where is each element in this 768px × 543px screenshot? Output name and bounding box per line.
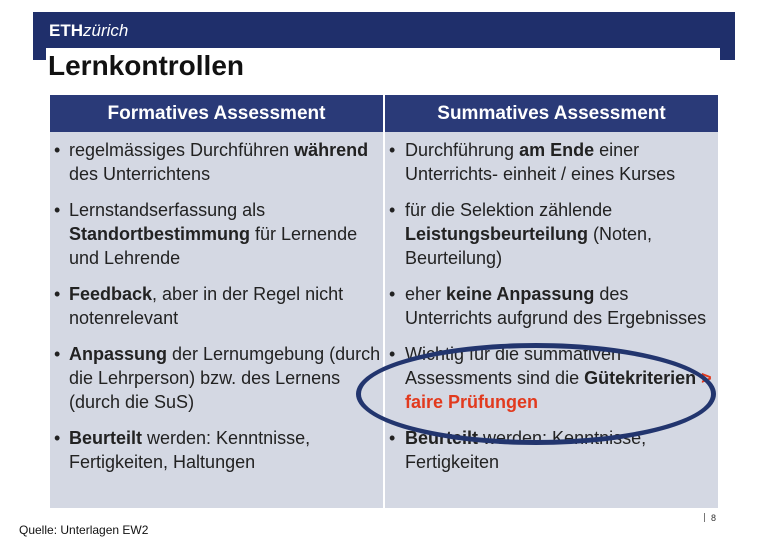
page-number-divider	[704, 513, 705, 522]
bullet-item	[50, 198, 383, 270]
summative-heading: Summatives Assessment	[384, 95, 718, 132]
bullet-text: Standortbestimmung	[69, 224, 251, 244]
bullet-text: eher	[405, 284, 447, 304]
bullet-item	[50, 138, 383, 186]
bullet-item	[385, 342, 718, 414]
bullet-text: für die Selektion zählende	[405, 200, 613, 220]
slide-title: Lernkontrollen	[48, 50, 245, 81]
bullet-text: für Lernende und Lehrende	[69, 224, 358, 268]
bullet-item	[385, 426, 718, 474]
bullet-text: > faire Prüfungen	[405, 368, 712, 412]
bullet-text: keine Anpassung	[446, 284, 595, 304]
source-note: Quelle: Unterlagen EW2	[19, 523, 149, 537]
bullet-text: Leistungsbeurteilung	[405, 224, 589, 244]
bullet-text: regelmässiges Durchführen	[69, 140, 295, 160]
bullet-text: der Lernumgebung (durch die Lehrperson) bzw. des Lernens (durch die SuS)	[69, 344, 381, 412]
bullet-text: des Unterrichtens	[69, 164, 211, 184]
bullet-text: Beurteilt	[405, 428, 479, 448]
bullet-text: einer Unterrichts- einheit / eines Kurses	[405, 140, 676, 184]
bullet-text: Beurteilt	[69, 428, 143, 448]
summative-column	[384, 132, 718, 508]
eth-zurich-logo: ETHzürich	[49, 21, 129, 40]
bullet-text: Lernstandserfassung als	[69, 200, 266, 220]
bullet-text: werden: Kenntnisse, Fertigkeiten	[405, 428, 647, 472]
assessment-comparison-table	[50, 95, 718, 508]
bullet-text: , aber in der Regel nicht notenrelevant	[69, 284, 344, 328]
bullet-text: des Unterrichts aufgrund des Ergebnisses	[405, 284, 707, 328]
bullet-text: Feedback	[69, 284, 153, 304]
bullet-text: Wichtig für die summativen Assessments sind die	[405, 344, 622, 388]
formative-heading: Formatives Assessment	[50, 95, 384, 132]
bullet-text: (Noten, Beurteilung)	[405, 224, 653, 268]
bullet-text: Anpassung	[69, 344, 168, 364]
bullet-text: Durchführung	[405, 140, 520, 160]
bullet-item	[385, 198, 718, 270]
bullet-item	[50, 342, 383, 414]
bullet-text: während	[294, 140, 369, 160]
bullet-item	[385, 138, 718, 186]
bullet-text: Gütekriterien	[584, 368, 697, 388]
bullet-text: werden: Kenntnisse, Fertigkeiten, Haltungen	[69, 428, 311, 472]
bullet-item	[50, 282, 383, 330]
summative-list	[385, 138, 718, 474]
bullet-item	[385, 282, 718, 330]
formative-list	[50, 138, 383, 474]
bullet-item	[50, 426, 383, 474]
formative-column	[50, 132, 384, 508]
bullet-text: am Ende	[519, 140, 595, 160]
page-number: 8	[711, 513, 717, 523]
